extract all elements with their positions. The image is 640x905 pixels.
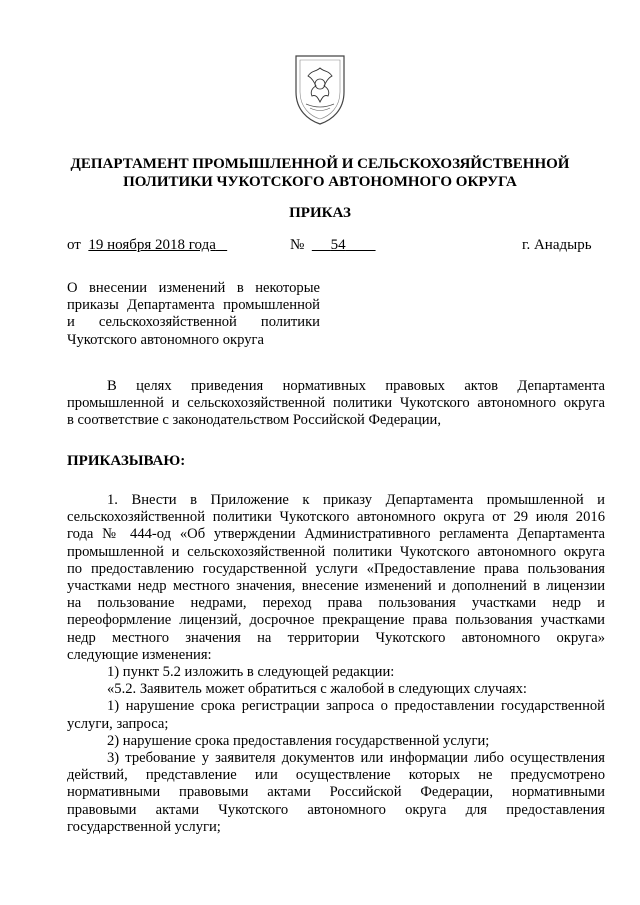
case-2: 2) нарушение срока предоставления государственной услуги; [107,732,490,749]
case-1: 1) нарушение срока регистрации запроса о предоставлении государственной [107,698,605,715]
order-number: 54 [330,237,346,253]
subitem-1: 1) пункт 5.2 изложить в следующей редакции: [107,664,395,681]
date-field: от 19 ноября 2018 года [67,237,216,253]
number-field: № 54 [290,237,346,253]
coat-of-arms-icon [290,52,350,128]
preamble: В целях приведения нормативных правовых актов Департамента промышленной и сельскохозяйственной политики Чукотского автономного округа в соответствие с законодательством Российской Федерации, [67,378,605,429]
case-3: 3) требование у заявителя документов или информации либо осуществления [107,750,605,767]
department-title: ДЕПАРТАМЕНТ ПРОМЫШЛЕННОЙ И СЕЛЬСКОХОЗЯЙСТВЕННОЙ ПОЛИТИКИ ЧУКОТСКОГО АВТОНОМНОГО ОКРУГА [70,156,570,190]
order-date: 19 ноября 2018 года [88,237,216,253]
document-type: ПРИКАЗ [289,205,351,221]
place: г. Анадырь [522,237,592,253]
clause-5-2: «5.2. Заявитель может обратиться с жалобой в следующих случаях: [107,681,527,698]
order-word: ПРИКАЗЫВАЮ: [67,453,186,469]
order-subject: О внесении изменений в некоторые приказы Департамента промышленной и сельскохозяйственной политики Чукотского автономного округа [67,280,320,348]
item-1: 1. Внести в Приложение к приказу Департамента промышленной и сельскохозяйственной политики Чукотского автономного округа от 29 июля 2016 года № 444-од «Об утверждении Административного регламента Департамента промышленной и сельскохозяйственной политики Чукотского автономного округа по предоставлению государственной услуги «Предоставление права пользования участками недр местного значения, внесение изменений и дополнений в лицензии на пользование недрами, переход права пользования участками недр и переоформление лицензий, досрочное прекращение права пользования участками недр местного значения на территории Чукотского автономного округа» следующие изменения: 1) пункт 5.2 изложить в следующей редакции: «5.2. Заявитель может обратиться с жалобой в следующих случаях: 1) нарушение срока регистрации запроса о предоставлении государственной услуги, запроса; 2) нарушение срока предоставления государственной услуги; 3) требование у заявителя документов или информации либо осуществления действий, представление или осуществление которых не предусмотрено нормативными правовыми актами Российской Федерации, нормативными правовыми актами Чукотского автономного округа для предоставления государственной услуги; [67,492,605,835]
